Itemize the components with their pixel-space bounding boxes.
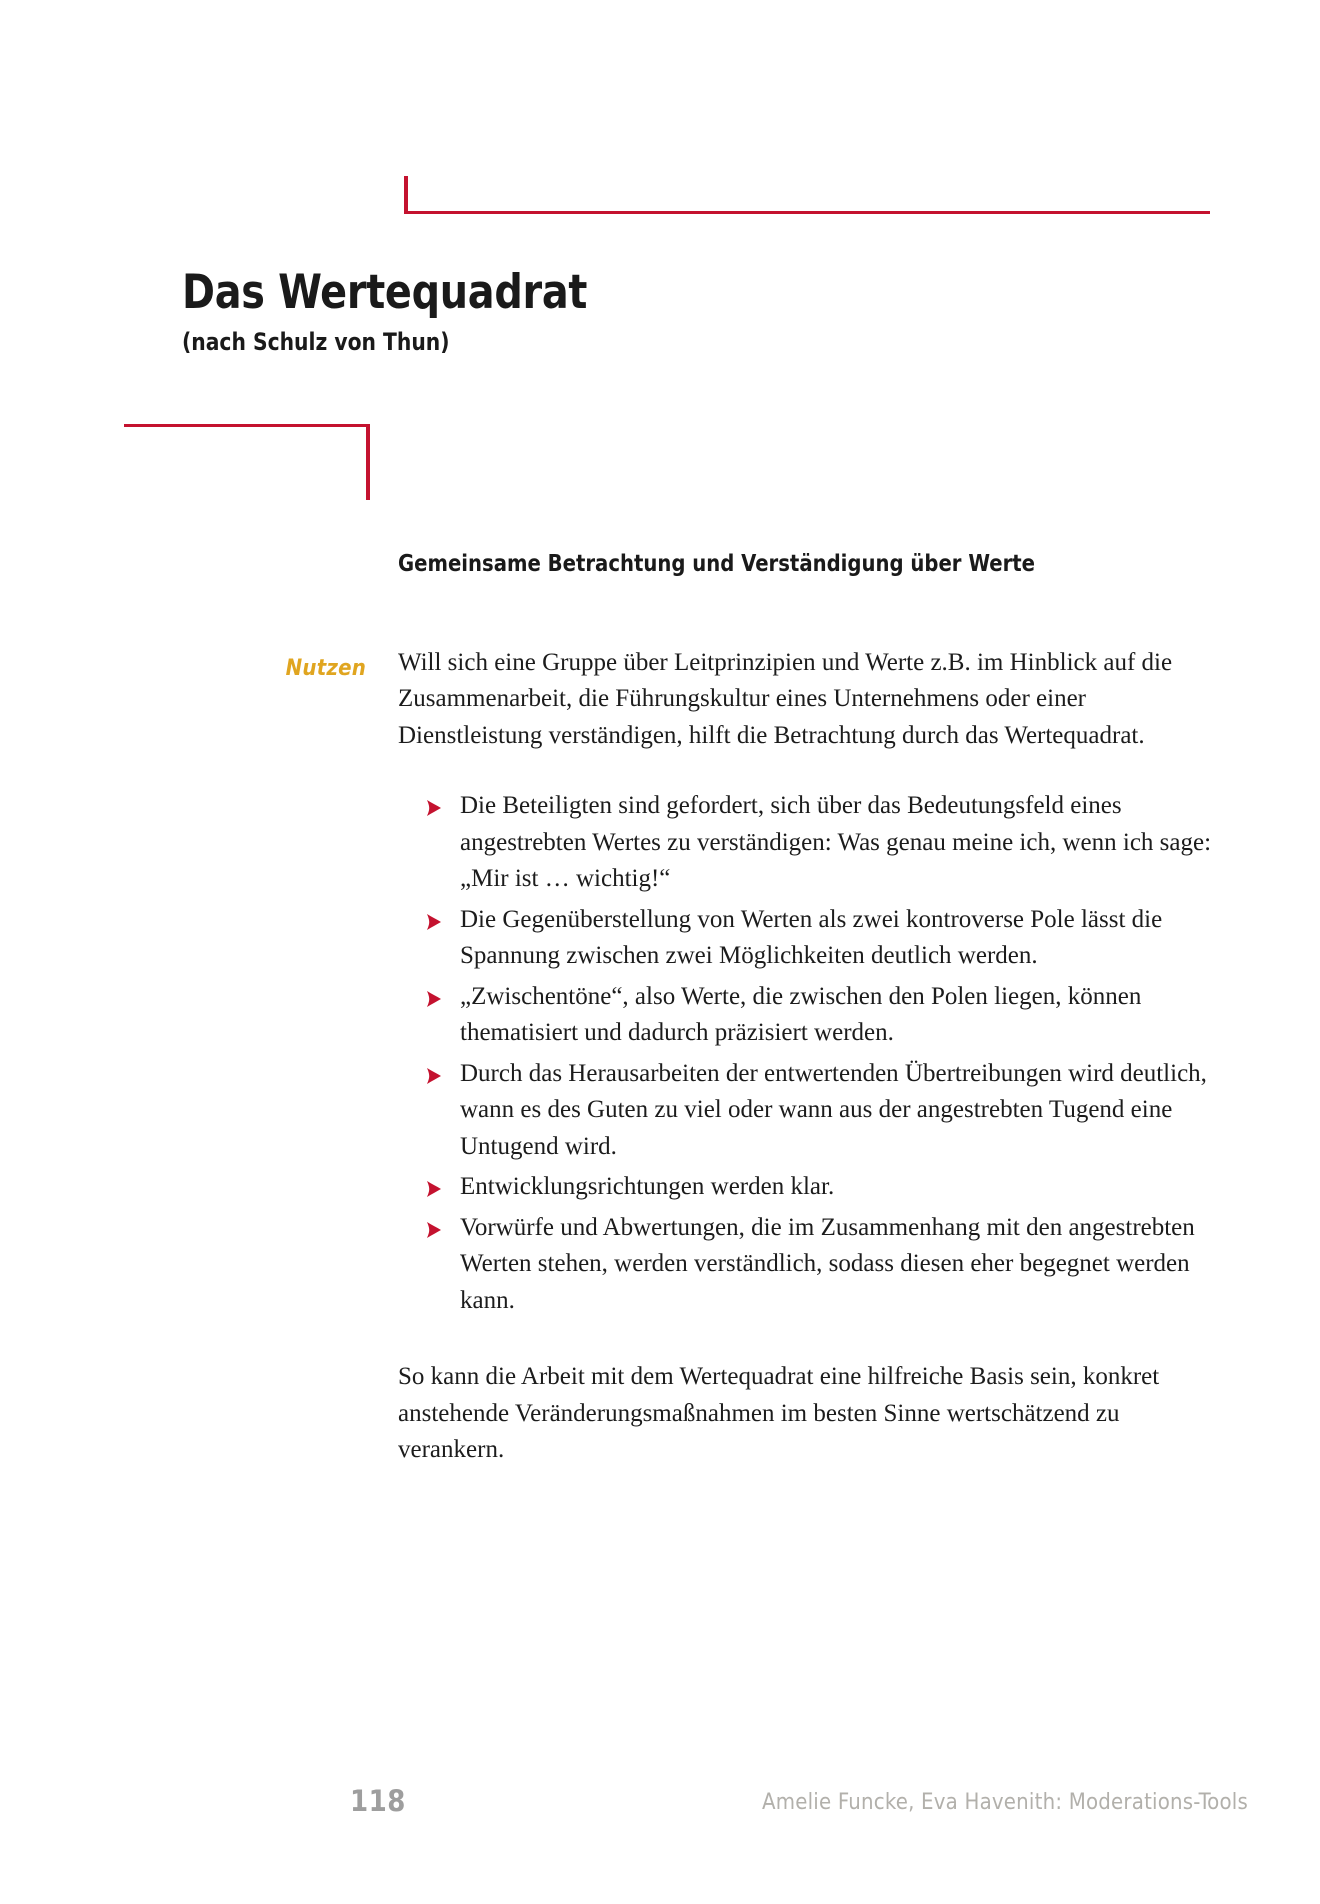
list-item	[426, 1056, 1216, 1166]
closing-paragraph: So kann die Arbeit mit dem Wertequadrat eine hilfreiche Basis sein, konkret anstehende Veränderungsmaßnahmen im besten Sinne wertschätzend zu verankern.	[398, 1363, 1160, 1464]
top-rule-vertical-stub	[404, 176, 408, 214]
content-column	[398, 550, 1218, 1469]
page-subtitle: (nach Schulz von Thun)	[182, 327, 450, 356]
page-number: 118	[350, 1784, 406, 1818]
margin-label-nutzen: Nutzen	[285, 656, 366, 681]
arrowhead-right-icon	[426, 913, 442, 931]
top-rule-horizontal-line	[404, 211, 1210, 214]
arrowhead-right-icon	[426, 990, 442, 1008]
benefit-list	[398, 788, 1216, 1319]
mid-rule-vertical-stub	[366, 424, 370, 500]
list-item-text: Durch das Herausarbeiten der entwertenden Übertreibungen wird deutlich, wann es des Guten zu viel oder wann aus der angestrebten Tugend eine Untugend wird.	[460, 1059, 1207, 1160]
top-rule-decoration	[404, 176, 1210, 214]
list-item	[426, 1210, 1216, 1320]
title-block	[182, 265, 1082, 357]
list-item-text: Entwicklungsrichtungen werden klar.	[460, 1173, 835, 1201]
arrowhead-right-icon	[426, 1221, 442, 1239]
arrowhead-right-icon	[426, 799, 442, 817]
mid-rule-horizontal-line	[124, 424, 370, 427]
page-title: Das Wertequadrat	[182, 265, 588, 320]
intro-paragraph: Will sich eine Gruppe über Leitprinzipien und Werte z.B. im Hinblick auf die Zusammenarbeit, die Führungskultur eines Unternehmens oder einer Dienstleistung verständigen, hilft die Betrachtung durch das Wertequadrat.	[398, 648, 1173, 749]
arrowhead-right-icon	[426, 1180, 442, 1198]
arrowhead-right-icon	[426, 1067, 442, 1085]
page-footer	[0, 1784, 1320, 1824]
footer-attribution: Amelie Funcke, Eva Havenith: Moderations-Tools	[762, 1790, 1249, 1815]
section-heading: Gemeinsame Betrachtung und Verständigung über Werte	[398, 551, 1036, 577]
list-item	[426, 1169, 1216, 1206]
list-item	[426, 902, 1216, 975]
list-item-text: Die Beteiligten sind gefordert, sich über das Bedeutungsfeld eines angestrebten Wertes zu verständigen: Was genau meine ich, wenn ich sage: „Mir ist … wichtig!“	[460, 792, 1212, 893]
list-item-text: Die Gegenüberstellung von Werten als zwei kontroverse Pole lässt die Spannung zwischen zwei Möglichkeiten deutlich werden.	[460, 905, 1163, 970]
list-item-text: „Zwischentöne“, also Werte, die zwischen den Polen liegen, können thematisiert und dadurch präzisiert werden.	[460, 982, 1142, 1047]
mid-rule-decoration	[124, 424, 370, 500]
list-item	[426, 788, 1216, 898]
list-item	[426, 979, 1216, 1052]
list-item-text: Vorwürfe und Abwertungen, die im Zusammenhang mit den angestrebten Werten stehen, werden verständlich, sodass diesen eher begegnet werden kann.	[460, 1213, 1195, 1314]
